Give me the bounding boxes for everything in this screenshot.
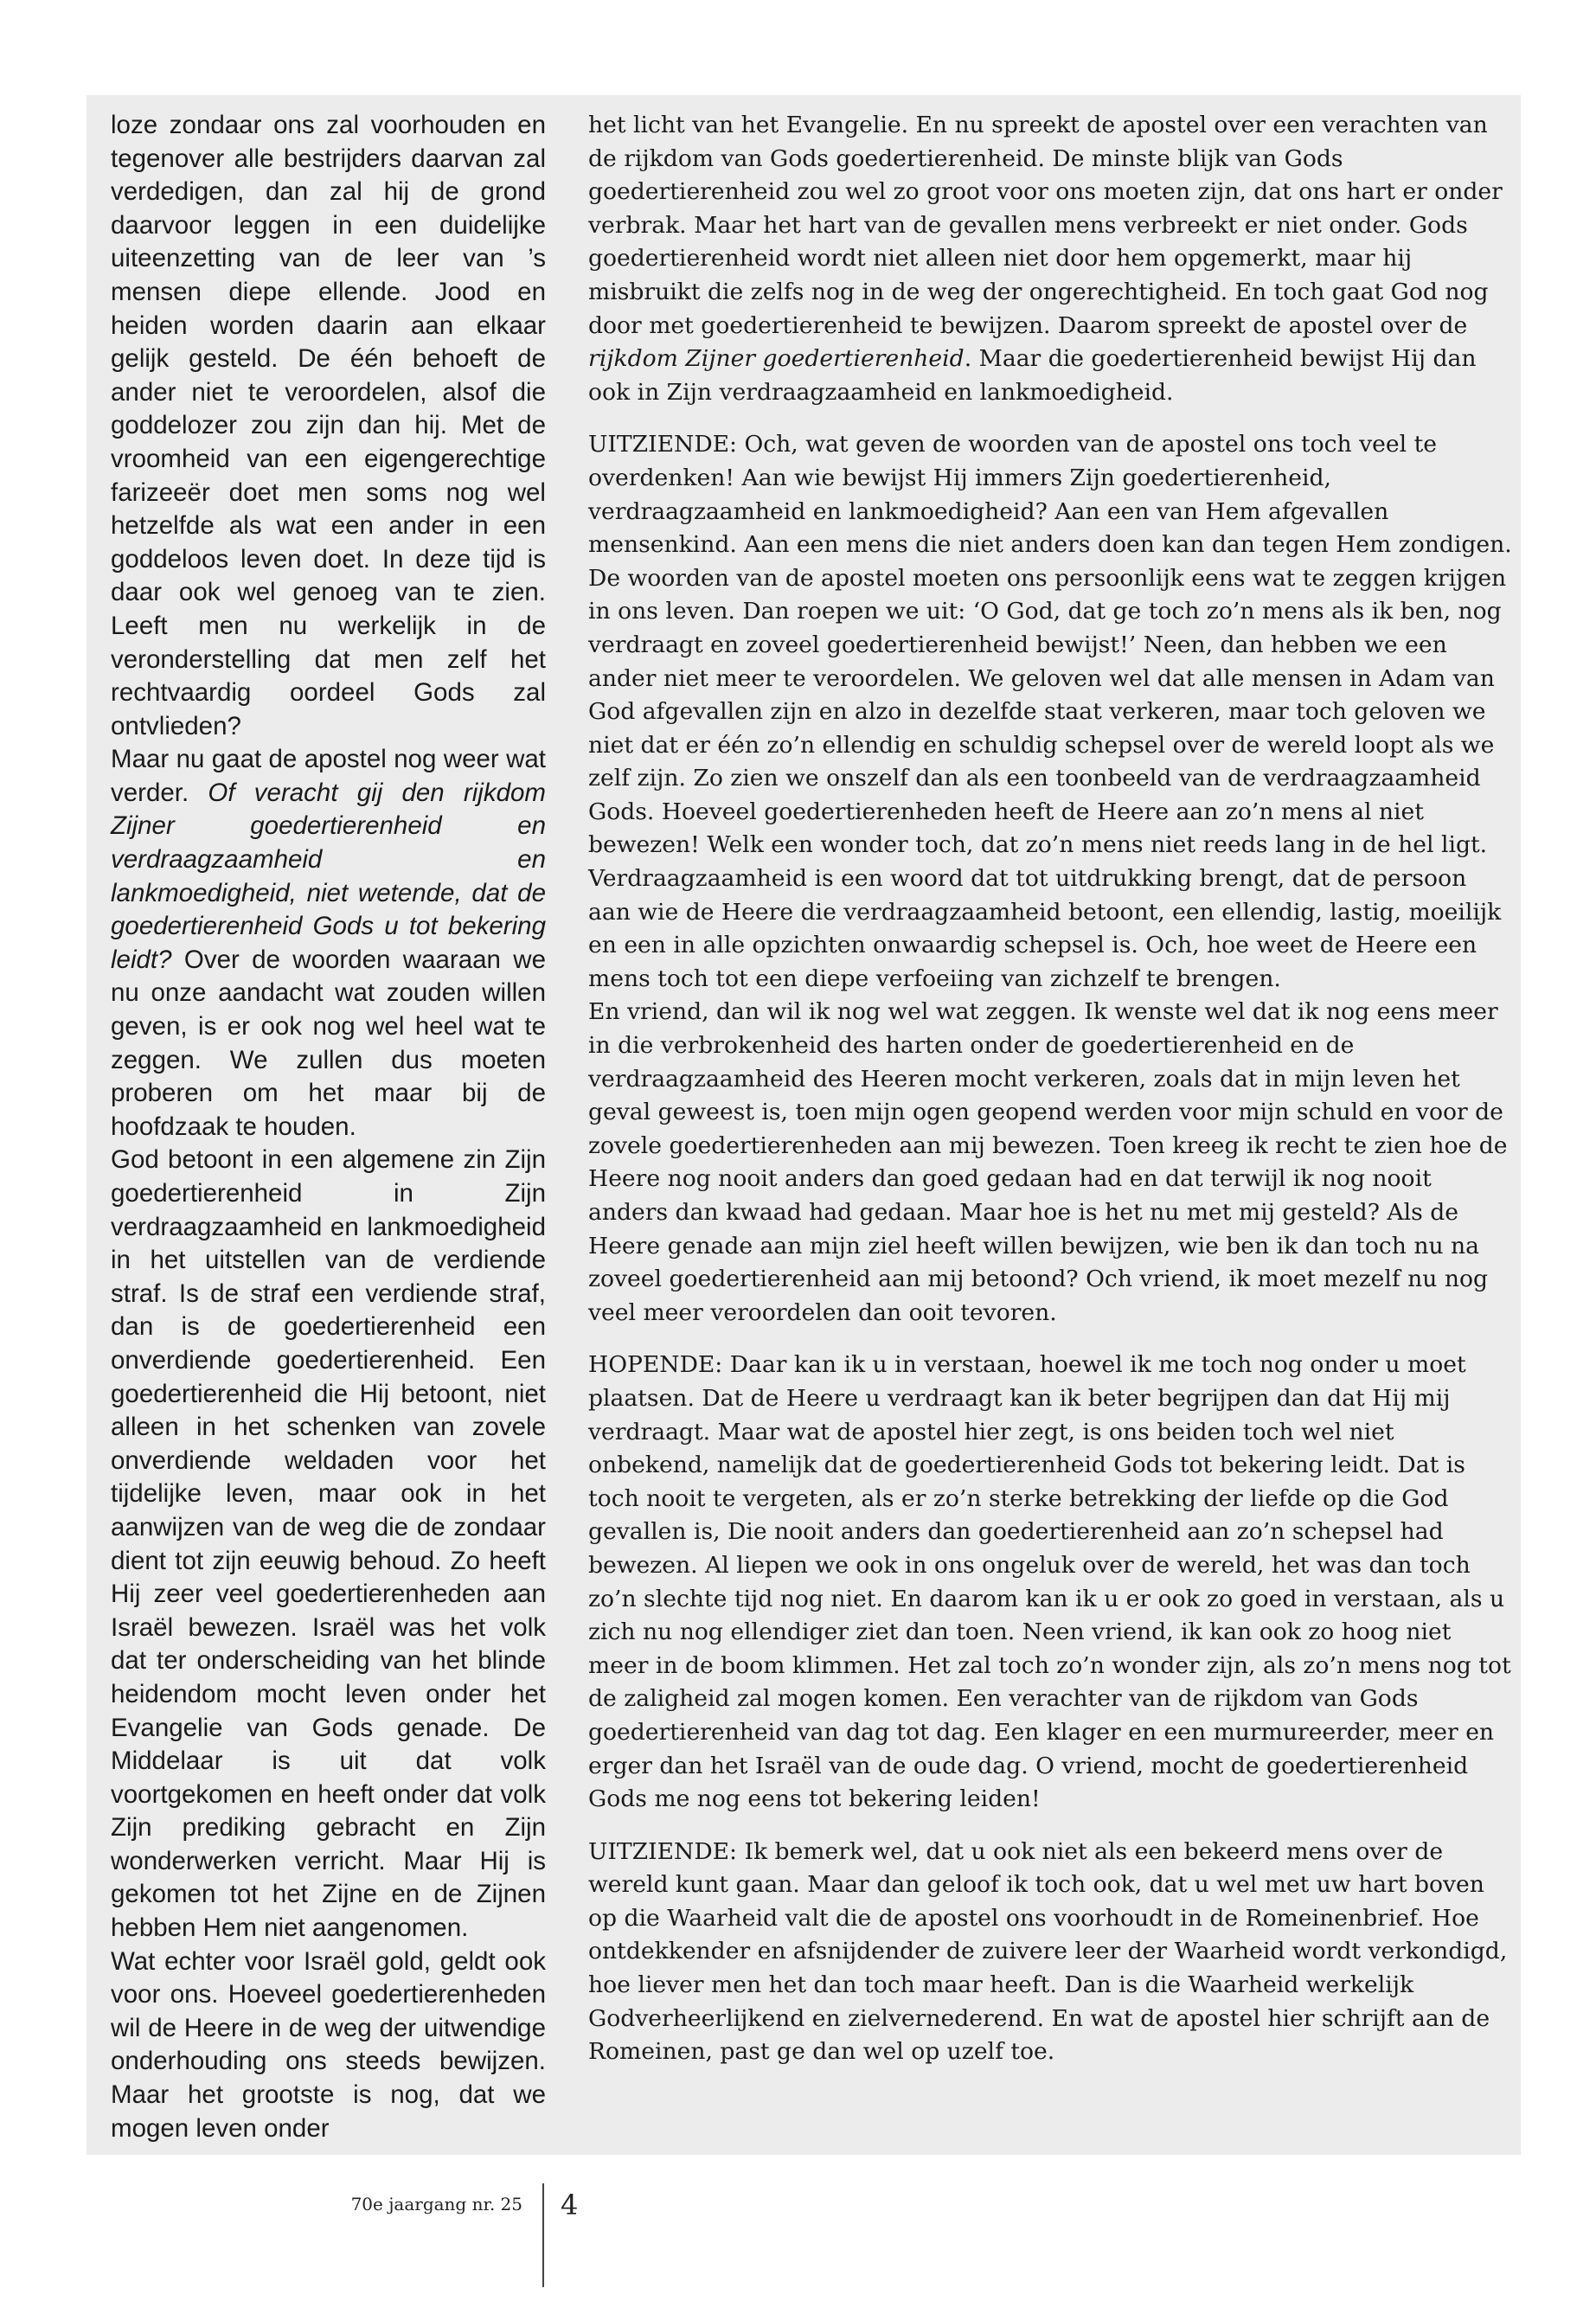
right-paragraph-3: Verdraagzaamheid is een woord dat tot uitdrukking brengt, dat de persoon aan wie de Heere die verdraagzaamheid betoont, een ellendig, lastig, moeilijk en een in alle opzichten onwaardig schepsel is. Och, hoe weet de Heere een mens toch tot een diepe verfoeiing van zichzelf te brengen. — [588, 865, 1502, 992]
dialogue-hopende: HOPENDE: Daar kan ik u in verstaan, hoewel ik me toch nog onder u moet plaatsen. Dat de Heere u verdraagt kan ik beter begrijpen dan dat Hij mij verdraagt. Maar wat de apostel hier zegt, is ons beiden toch wel niet onbekend, namelijk dat de goedertierenheid Gods tot bekering leidt. Dat is toch nooit te vergeten, als er zo’n sterke betrekking der liefde op die God gevallen is, Die nooit anders dan goedertierenheid aan zo’n schepsel had bewezen. Al liepen we ook in ons ongeluk over de wereld, het was dan toch zo’n slechte tijd nog niet. En daarom kan ik u er ook zo goed in verstaan, als u zich nu nog ellendiger ziet dan toen. Neen vriend, ik kan ook zo hoog niet meer in de boom klimmen. Het zal toch zo’n wonder zijn, als zo’n mens nog tot de zaligheid zal mogen komen. Een verachter van de rijkdom van Gods goedertierenheid van dag tot dag. Een klager en een murmureerder, meer en erger dan het Israël van de oude dag. O vriend, mocht de goedertierenheid Gods me nog eens tot bekering leiden! — [588, 1351, 1511, 1813]
left-paragraph-3: God betoont in een algemene zin Zijn goedertierenheid in Zijn verdraagzaamheid en lankmoedigheid in het uitstellen van de verdiende straf. Is de straf een verdiende straf, dan is de goedertierenheid een onverdiende goedertierenheid. Een goedertierenheid die Hij betoont, niet alleen in het schenken van zovele onverdiende weldaden voor het tijdelijke leven, maar ook in het aanwijzen van de weg die de zondaar dient tot zijn eeuwig behoud. Zo heeft Hij zeer veel goedertierenheden aan Israël bewezen. Israël was het volk dat ter onderscheiding van het blinde heidendom mocht leven onder het Evangelie van Gods genade. De Middelaar is uit dat volk voortgekomen en heeft onder dat volk Zijn prediking gebracht en Zijn wonderwerken verricht. Maar Hij is gekomen tot het Zijne en de Zijnen hebben Hem niet aangenomen. — [111, 1145, 546, 1943]
scripture-quote: Of veracht gij den rijkdom Zijner goedertierenheid en verdraagzaamheid en lankmoedigheid, niet wetende, dat de goedertierenheid Gods u tot bekering leidt? — [111, 778, 547, 974]
page-number: 4 — [561, 2189, 579, 2221]
left-paragraph-2-rest: Over de woorden waaraan we nu onze aandacht wat zouden willen geven, is er ook nog wel heel wat te zeggen. We zullen dus moeten proberen om het maar bij de hoofdzaak te houden. — [111, 945, 546, 1141]
right-paragraph-1-start: het licht van het Evangelie. En nu spreekt de apostel over een verachten van de rijkdom van Gods goedertierenheid. De minste blijk van Gods goedertierenheid zou wel zo groot voor ons moeten zijn, dat ons hart er onder verbrak. Maar het hart van de gevallen mens verbreekt er niet onder. Gods goedertierenheid wordt niet alleen niet door hem opgemerkt, maar hij misbruikt die zelfs nog in de weg der ongerechtigheid. En toch gaat God nog door met goedertierenheid te bewijzen. Daarom spreekt de apostel over de — [588, 112, 1503, 339]
right-column — [588, 109, 1514, 2069]
left-paragraph-4: Wat echter voor Israël gold, geldt ook voor ons. Hoeveel goedertierenheden wil de Heere in de weg der uitwendige onderhouding ons steeds bewijzen. Maar het grootste is nog, dat we mogen leven onder — [111, 1946, 546, 2143]
dialogue-uitziende-1: UITZIENDE: Och, wat geven de woorden van de apostel ons toch veel te overdenken! Aan wie bewijst Hij immers Zijn goedertierenheid, verdraagzaamheid en lankmoedigheid? Aan een van Hem afgevallen mensenkind. Aan een mens die niet anders doen kan dan tegen Hem zondigen. De woorden van de apostel moeten ons persoonlijk eens wat te zeggen krijgen in ons leven. Dan roepen we uit: ‘O God, dat ge toch zo’n mens als ik ben, nog verdraagt en zoveel goedertierenheid bewijst!’ Neen, dan hebben we een ander niet meer te veroordelen. We geloven wel dat alle mensen in Adam van God afgevallen zijn en alzo in dezelfde staat verkeren, maar toch geloven we niet dat er één zo’n ellendig en schuldig schepsel over de wereld loopt als we zelf zijn. Zo zien we onszelf dan als een toonbeeld van de verdraagzaamheid Gods. Hoeveel goedertierenheden heeft de Heere aan zo’n mens al niet bewezen! Welk een wonder toch, dat zo’n mens niet reeds lang in de hel ligt. — [588, 431, 1512, 859]
left-column — [111, 109, 546, 2145]
footer-issue-label: 70e jaargang nr. 25 — [350, 2194, 522, 2214]
left-paragraph-1: loze zondaar ons zal voorhouden en tegenover alle bestrijders daarvan zal verdedigen, dan zal hij de grond daarvoor leggen in een duidelijke uiteenzetting van de leer van ’s mensen diepe ellende. Jood en heiden worden daarin aan elkaar gelijk gesteld. De één behoeft de ander niet te veroordelen, alsof die goddelozer zou zijn dan hij. Met de vroomheid van een eigengerechtige farizeeër doet men soms nog wel hetzelfde als wat een ander in een goddeloos leven doet. In deze tijd is daar ook wel genoeg van te zien. Leeft men nu werkelijk in de veronderstelling dat men zelf het rechtvaardig oordeel Gods zal ontvlieden? — [111, 111, 546, 740]
right-paragraph-4: En vriend, dan wil ik nog wel wat zeggen. Ik wenste wel dat ik nog eens meer in die verbrokenheid des harten onder de goedertierenheid en de verdraagzaamheid des Heeren mocht verkeren, zoals dat in mijn leven het geval geweest is, toen mijn ogen geopend werden voor mijn schuld en voor de zovele goedertierenheden aan mij bewezen. Toen kreeg ik recht te zien hoe de Heere nog nooit anders dan goed gedaan had en dat terwijl ik nog nooit anders dan kwaad had gedaan. Maar hoe is het nu met mij gesteld? Als de Heere genade aan mijn ziel heeft willen bewijzen, wie ben ik dan toch nu na zoveel goedertierenheid aan mij betoond? Och vriend, ik moet mezelf nu nog veel meer veroordelen dan ooit tevoren. — [588, 998, 1508, 1326]
italic-phrase: rijkdom Zijner goedertierenheid — [588, 345, 965, 373]
left-paragraph-2-intro: Maar nu gaat de apostel nog weer wat verder. — [111, 745, 546, 807]
right-paragraph-1 — [588, 109, 1514, 409]
right-paragraph-1-end: . Maar die goedertierenheid bewijst Hij dan ook in Zijn verdraagzaamheid en lankmoedigheid. — [588, 345, 1477, 406]
dialogue-uitziende-2: UITZIENDE: Ik bemerk wel, dat u ook niet als een bekeerd mens over de wereld kunt gaan. Maar dan geloof ik toch ook, dat u wel met uw hart boven op die Waarheid valt die de apostel ons voorhoudt in de Romeinenbrief. Hoe ontdekkender en afsnijdender de zuivere leer der Waarheid wordt verkondigd, hoe liever men het dan toch maar heeft. Dan is die Waarheid werkelijk Godverheerlijkend en zielvernederend. En wat de apostel hier schrijft aan de Romeinen, past ge dan wel op uzelf toe. — [588, 1837, 1508, 2066]
left-paragraph-2 — [111, 743, 546, 1144]
footer-divider — [542, 2183, 544, 2287]
